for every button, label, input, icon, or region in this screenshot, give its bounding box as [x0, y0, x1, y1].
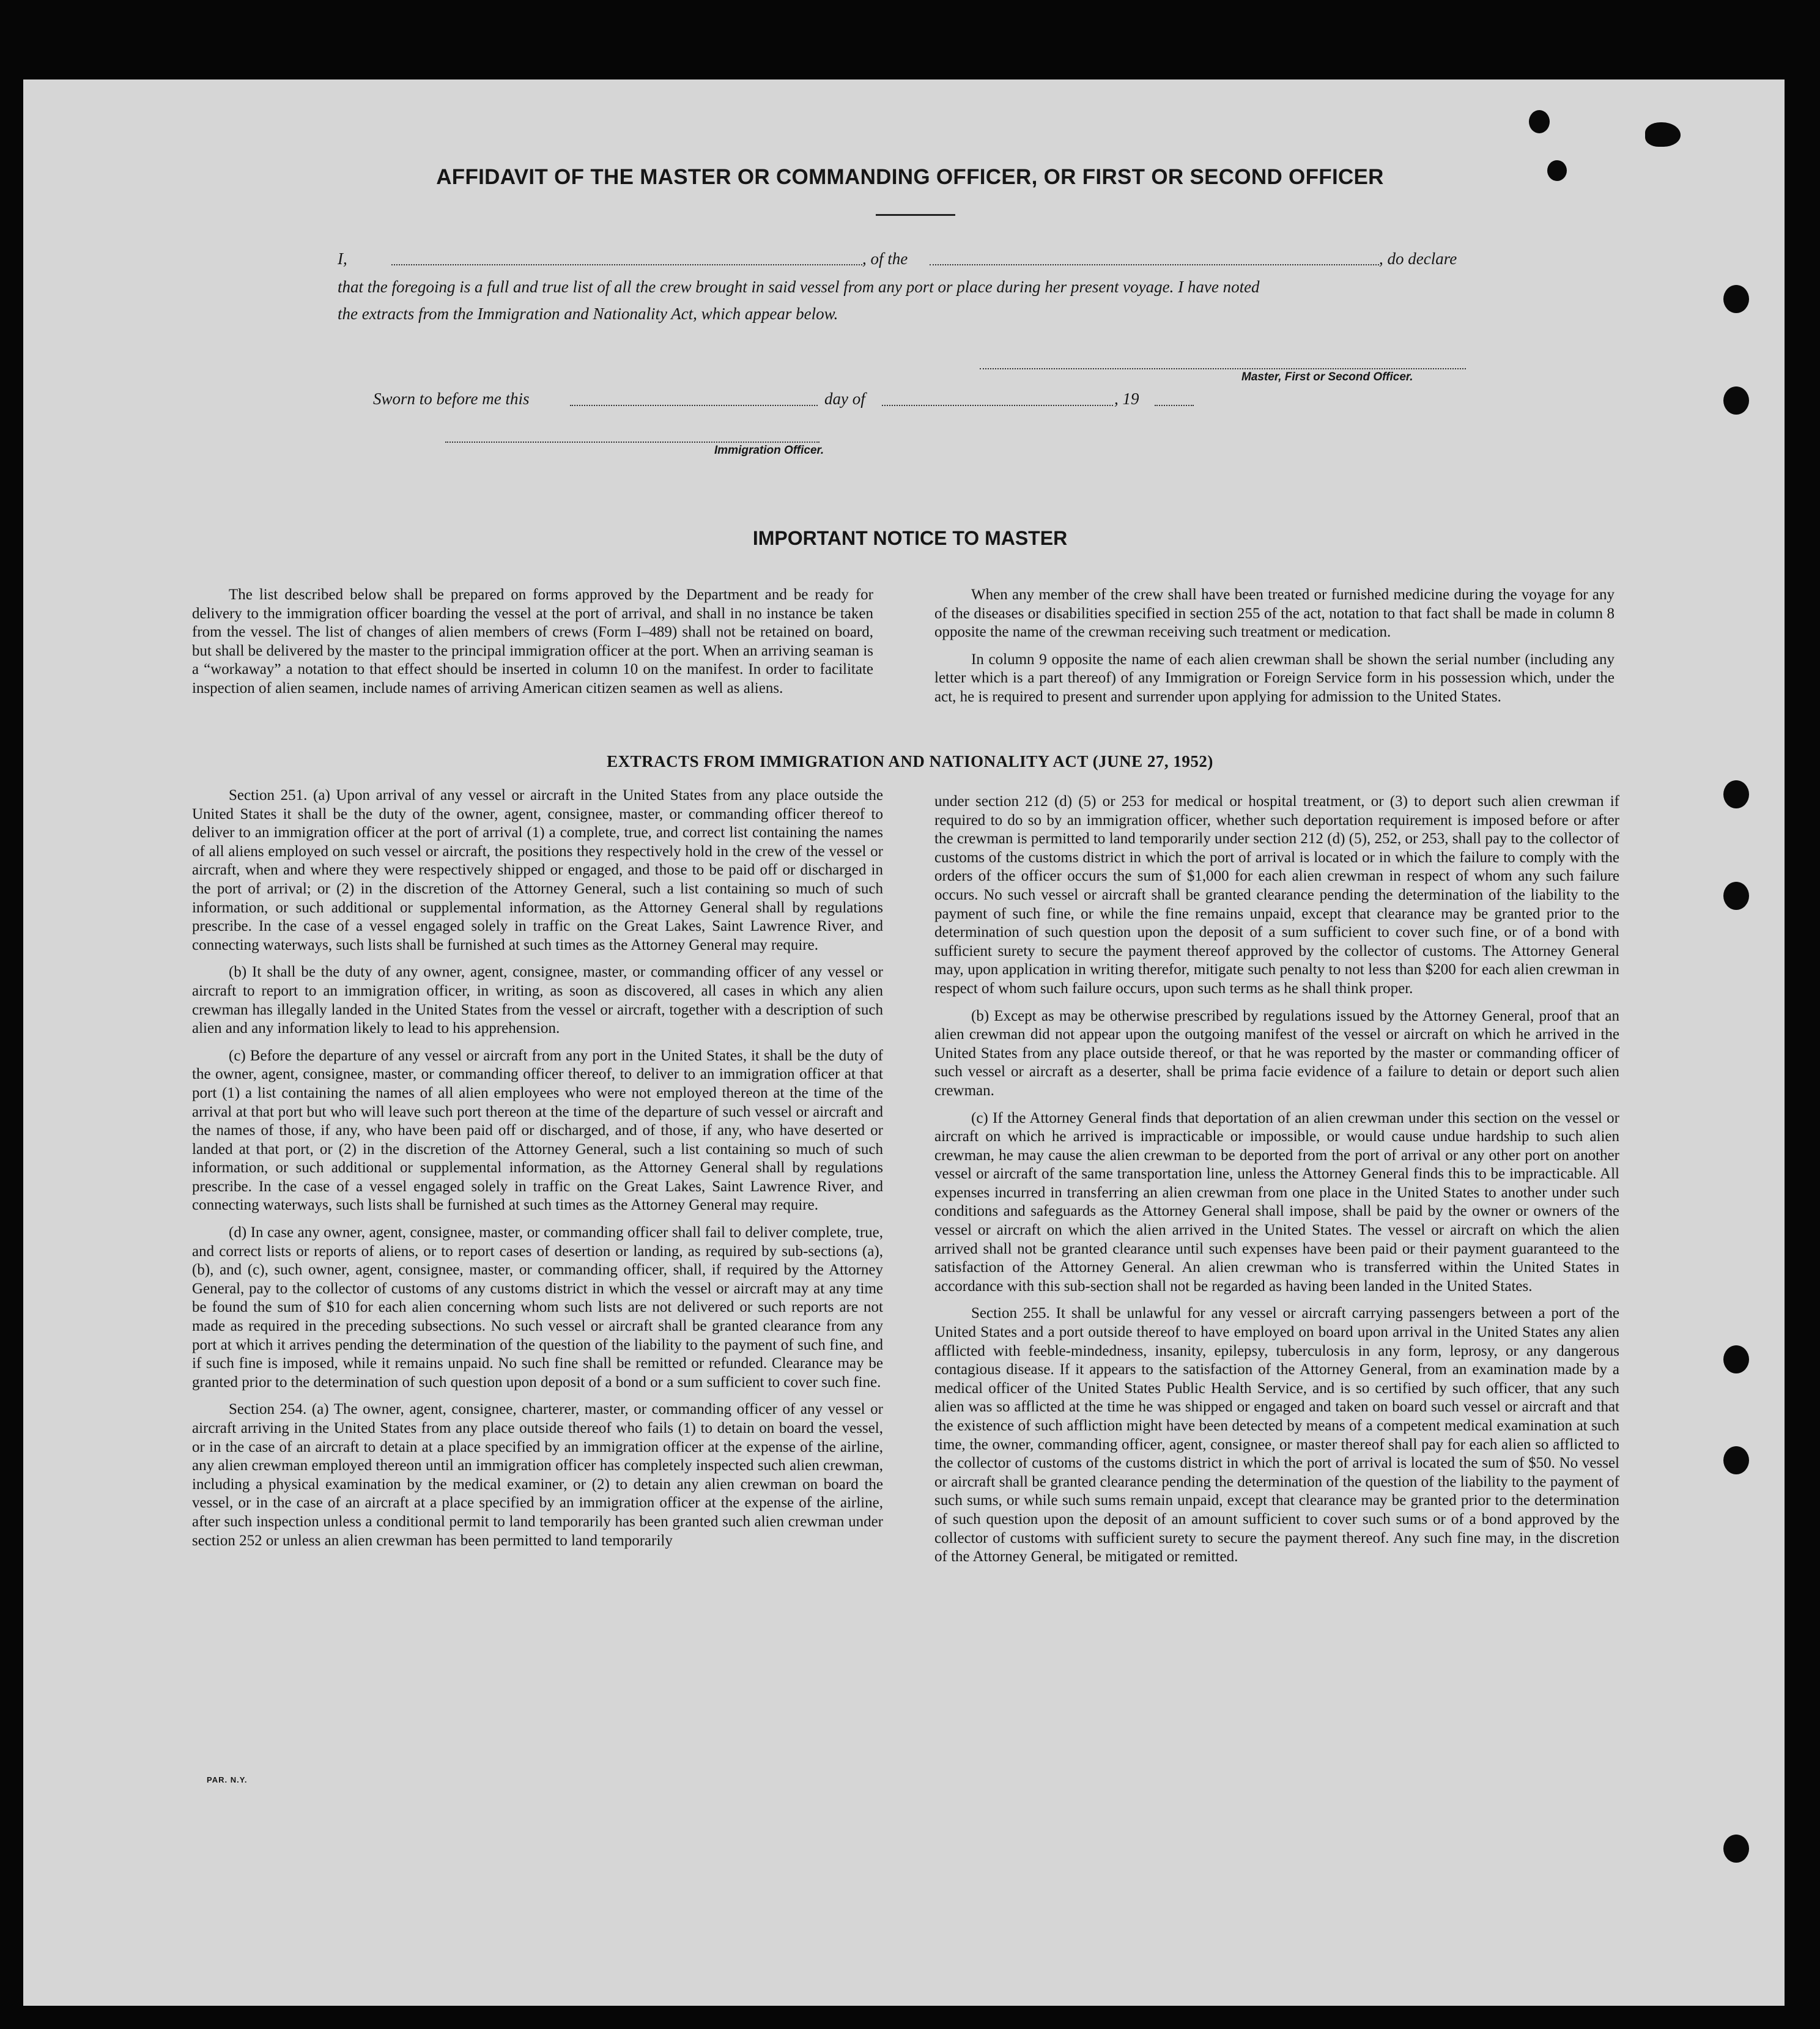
extracts-right-column	[934, 793, 1619, 1570]
section-254-b: (b) Except as may be otherwise prescribed by regulations issued by the Attorney General, proof that an alien crewman did not appear upon the outgoing manifest of the vessel or aircraft on which he arrived in the United States from any place outside thereof, or that he was reported by the master or commanding officer of such vessel or aircraft as a deserter, shall be prima facie evidence of a failure to detain or deport such alien crewman.	[934, 1007, 1619, 1099]
sworn-day-line[interactable]	[570, 405, 818, 406]
notice-right-column	[934, 586, 1615, 711]
notice-title: IMPORTANT NOTICE TO MASTER	[752, 527, 1068, 549]
punch-hole	[1723, 882, 1749, 910]
section-254-a: Section 254. (a) The owner, agent, consignee, charterer, master, or commanding officer of any vessel or aircraft arriving in the United States from any place outside thereof who fails (1) to detain on board the vessel, or in the case of an aircraft to detain at a place specified by an immigration officer at the expense of the airline, any alien crewman employed thereon until an immigration officer has completely inspected such alien crewman, including a physical examination by the medical examiner, or (2) to detain any alien crewman on board the vessel, or in the case of an aircraft at a place specified by an immigration officer at the expense of the airline, after such inspection unless a conditional permit to land temporarily has been granted such alien crewman under section 252 or unless an alien crewman has been permitted to land temporarily	[192, 1401, 883, 1549]
sworn-year-line[interactable]	[1155, 405, 1194, 406]
notice-left-column	[192, 586, 873, 702]
section-251-d: (d) In case any owner, agent, consignee, master, or commanding officer shall fail to deliver complete, true, and correct lists or reports of aliens, or to report cases of desertion or landing, as required by sub-sections (a), (b), and (c), such owner, agent, consignee, master, or commanding officer, shall, if required by the Attorney General, pay to the collector of customs of any customs district in which the vessel or aircraft may at any time be found the sum of $10 for each alien concerning whom such lists are not delivered or such reports are not made as required in the preceding subsections. No such vessel or aircraft shall be granted clearance from any port at which it arrives pending the determination of the question of the liability to the payment of such fine, and if such fine is imposed, while it remains unpaid. No such fine shall be remitted or refunded. Clearance may be granted prior to the determination of such question upon deposit of a bond or a sum sufficient to cover such fine.	[192, 1224, 883, 1391]
punch-hole	[1723, 780, 1749, 808]
section-251-b: (b) It shall be the duty of any owner, agent, consignee, master, or commanding officer of any vessel or aircraft to report to an immigration officer, in writing, as soon as discovered, all cases in which any alien crewman has illegally landed in the United States from the vessel or aircraft, together with a description of such alien and any information likely to lead to his apprehension.	[192, 964, 883, 1037]
punch-hole	[1723, 1446, 1749, 1474]
section-251-c: (c) Before the departure of any vessel or aircraft from any port in the United States, it shall be the duty of the owner, agent, consignee, master, or commanding officer thereof, to deliver to an immigration officer at that port (1) a list containing the names of all alien employees who were not employed thereon at the time of the arrival at that port but who will leave such port thereon at the time of the departure of such vessel or aircraft and the names of those, if any, who have been paid off or discharged, and of those, if any, who have deserted or landed at that port, or (2) in the discretion of the Attorney General, such a list containing so much of such information, or such additional or supplemental information, as the Attorney General shall by regulations prescribe. In the case of a vessel engaged solely in traffic on the Great Lakes, Saint Lawrence River, and connecting waterways, such lists shall be furnished at such times as the Attorney General may require.	[192, 1047, 883, 1214]
declare-i-label: I,	[338, 249, 347, 268]
vessel-name-line[interactable]	[930, 264, 1379, 265]
notice-left-paragraph: The list described below shall be prepared on forms approved by the Department and be ready for delivery to the immigration officer boarding the vessel at the port of arrival, and shall in no instance be taken from the vessel. The list of changes of alien members of crews (Form I–489) shall not be retained on board, but shall be delivered by the master to the principal immigration officer at the port. When an arriving seaman is a “workaway” a notation to that effect should be inserted in column 10 on the manifest. In order to facilitate inspection of alien seamen, include names of arriving American citizen seamen as well as aliens.	[192, 586, 874, 697]
section-254-a-continued: under section 212 (d) (5) or 253 for medical or hospital treatment, or (3) to deport such alien crewman if required to do so by an immigration officer, whether such deportation requirement is imposed before or after the crewman is permitted to land temporarily under section 212 (d) (5), 252, or 253, shall pay to the collector of customs of the customs district in which the port of arrival is located or in which the failure to comply with the orders of the officer occurs the sum of $1,000 for each alien crewman in respect of whom any such failure occurs. No such vessel or aircraft shall be granted clearance pending the determination of the liability to the payment of such fine, or while the fine remains unpaid, except that clearance may be granted prior to the determination of such question upon the deposit of a sum sufficient to cover such fine, or of a bond with sufficient surety to secure the payment thereof approved by the collector of customs. The Attorney General may, upon application in writing therefor, mitigate such penalty to not less than $200 for each alien crewman in respect of whom such failure occurs, upon such terms as he shall think proper.	[934, 793, 1619, 997]
punch-hole	[1645, 122, 1681, 147]
declarant-name-line[interactable]	[391, 264, 862, 265]
section-255: Section 255. It shall be unlawful for any vessel or aircraft carrying passengers between a port of the United States and a port outside thereof to have employed on board upon arrival in the United States any alien afflicted with feeble-mindedness, insanity, epilepsy, tuberculosis in any form, leprosy, or any dangerous contagious disease. If it appears to the satisfaction of the Attorney General, from an examination made by a medical officer of the United States Public Health Service, and is so certified by such officer, that any such alien was so afflicted at the time he was shipped or engaged and taken on board such vessel or aircraft and that the existence of such affliction might have been detected by means of a competent medical examination at such time, the owner, commanding officer, agent, consignee, or master thereof shall pay for each alien so afflicted to the collector of customs of the customs district in which the port of arrival is located the sum of $50. No vessel or aircraft shall be granted clearance pending the determination of the question of the liability to the payment of such sums, or while such sums remain unpaid, except that clearance may be granted prior to the determination of such question upon the deposit of an amount sufficient to cover such sums or of a bond approved by the collector of customs with sufficient surety to secure the payment thereof. Any such fine may, in the discretion of the Attorney General, be mitigated or remitted.	[934, 1305, 1619, 1565]
declare-end-label: , do declare	[1379, 249, 1457, 268]
affidavit-title: AFFIDAVIT OF THE MASTER OR COMMANDING OFFICER, OR FIRST OR SECOND OFFICER	[436, 165, 1384, 189]
officer-caption: Immigration Officer.	[714, 444, 824, 457]
notice-right-paragraph-2: In column 9 opposite the name of each alien crewman shall be shown the serial number (including any letter which is a part thereof) of any Immigration or Foreign Service form in his possession which, under the act, he is required to present and surrender upon applying for admission to the United States.	[934, 651, 1615, 705]
extracts-left-column	[192, 786, 883, 1554]
punch-hole	[1529, 110, 1550, 133]
title-divider	[876, 214, 955, 216]
punch-hole	[1723, 285, 1749, 313]
punch-hole	[1723, 1835, 1749, 1863]
punch-hole	[1723, 1345, 1749, 1373]
extracts-title: EXTRACTS FROM IMMIGRATION AND NATIONALITY ACT (JUNE 27, 1952)	[607, 752, 1213, 771]
punch-hole	[1723, 386, 1749, 415]
sworn-label: Sworn to before me this	[373, 390, 530, 408]
declare-of-the-label: , of the	[862, 249, 908, 268]
year-label: , 19	[1114, 390, 1139, 408]
declare-line-3: the extracts from the Immigration and Nationality Act, which appear below.	[338, 305, 838, 323]
section-254-c: (c) If the Attorney General finds that deportation of an alien crewman under this section on the vessel or aircraft on which he arrived is impracticable or impossible, or would cause undue hardship to such alien crewman, he may cause the alien crewman to be deported from the port of arrival or any other port on another vessel or aircraft of the same transportation line, unless the Attorney General finds this to be impracticable. All expenses incurred in transferring an alien crewman from one place in the United States to another under such conditions and safeguards as the Attorney General shall impose, shall be paid by the owner or owners of the vessel or aircraft on which the alien arrived in the United States. The vessel or aircraft on which the alien arrived shall not be granted clearance until such expenses have been paid or their payment guaranteed to the satisfaction of the Attorney General. An alien crewman who is transferred within the United States in accordance with this sub-section shall not be regarded as having been landed in the United States.	[934, 1109, 1619, 1295]
day-of-label: day of	[824, 390, 865, 408]
printer-mark: PAR. N.Y.	[207, 1775, 248, 1784]
master-signature-line[interactable]	[980, 368, 1466, 369]
notice-right-paragraph-1: When any member of the crew shall have been treated or furnished medicine during the voyage for any of the diseases or disabilities specified in section 255 of the act, notation to that fact shall be made in column 8 opposite the name of the crewman receiving such treatment or medication.	[934, 586, 1615, 641]
master-caption: Master, First or Second Officer.	[1241, 371, 1413, 383]
sworn-month-line[interactable]	[882, 405, 1113, 406]
officer-signature-line[interactable]	[445, 442, 819, 443]
declare-line-2: that the foregoing is a full and true list of all the crew brought in said vessel from any port or place during her present voyage. I have noted	[338, 278, 1260, 296]
section-251-a: Section 251. (a) Upon arrival of any vessel or aircraft in the United States from any place outside the United States it shall be the duty of the owner, agent, consignee, master, or commanding officer thereof to deliver to an immigration officer at the port of arrival (1) a complete, true, and correct list containing the names of all aliens employed on such vessel or aircraft, the positions they respectively hold in the crew of the vessel or aircraft, when and where they were respectively shipped or engaged, and those to be paid off or discharged in the port of arrival; or (2) in the discretion of the Attorney General, such a list containing so much of such information, or such additional or supplemental information, as the Attorney General shall by regulations prescribe. In the case of a vessel engaged solely in traffic on the Great Lakes, Saint Lawrence River, and connecting waterways, such lists shall be furnished at such times as the Attorney General may require.	[192, 787, 883, 953]
